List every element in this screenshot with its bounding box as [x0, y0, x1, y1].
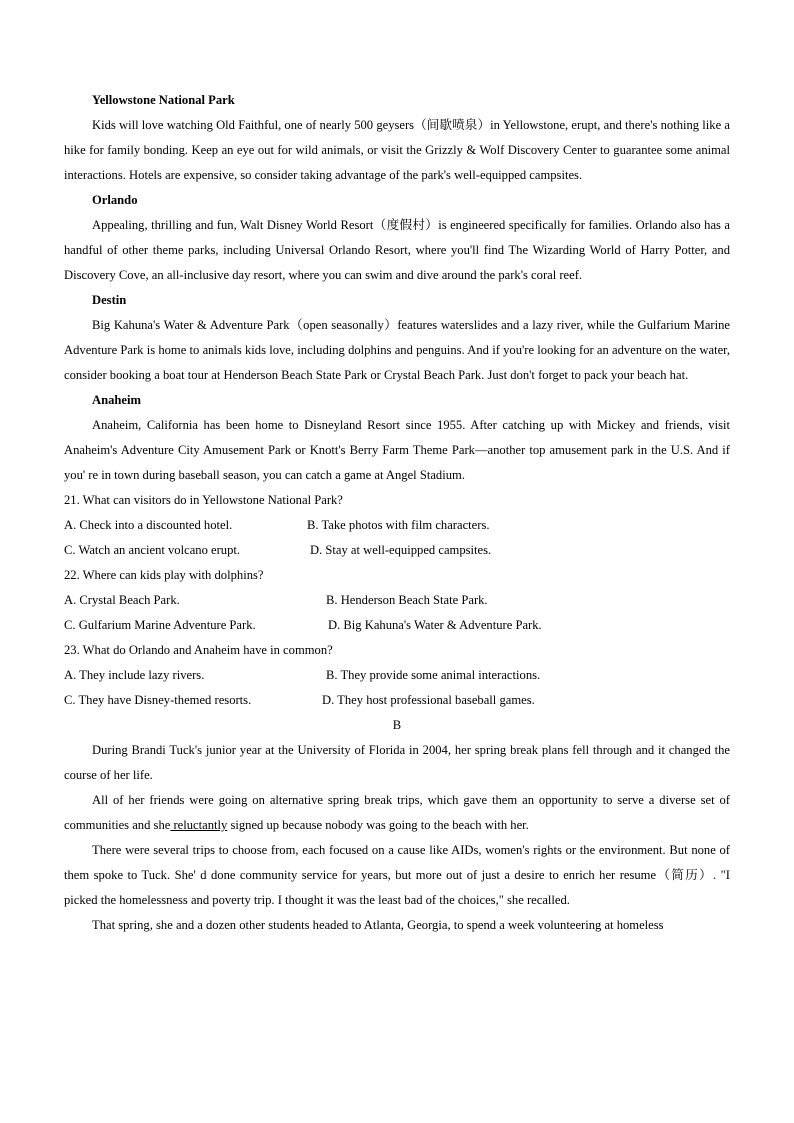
section-heading-destin: Destin	[92, 293, 127, 307]
paragraph-yellowstone: Kids will love watching Old Faithful, one of nearly 500 geysers（间歇喷泉）in Yellowstone, erupt, and there's nothing like a hike for family bonding. Keep an eye out for wild animals, or visit the Grizzly & Wolf Discovery Center to guarantee some animal interactions. Hotels are expensive, so consider taking advantage of the park's well-equipped campsites.	[64, 118, 730, 182]
question-21-option-d: D. Stay at well-equipped campsites.	[310, 543, 492, 557]
question-23-option-d: D. They host professional baseball games.	[322, 693, 535, 707]
question-21-option-a: A. Check into a discounted hotel.	[64, 518, 233, 532]
question-21-option-b: B. Take photos with film characters.	[307, 518, 490, 532]
paragraph-orlando: Appealing, thrilling and fun, Walt Disney World Resort（度假村）is engineered specifically for families. Orlando also has a handful of other theme parks, including Universal Orlando Resort, where you'll find The Wizarding World of Harry Potter, and Discovery Cove, an all-inclusive day resort, where you can swim and dive around the park's coral reef.	[64, 218, 730, 282]
paragraph-b-2-before: All of her friends were going on alternative spring break trips, which gave them an opportunity to serve a diverse set of communities and she	[64, 793, 730, 832]
question-22-option-d: D. Big Kahuna's Water & Adventure Park.	[328, 618, 542, 632]
section-b-label: B	[392, 718, 402, 732]
question-23-option-a: A. They include lazy rivers.	[64, 668, 205, 682]
section-heading-anaheim: Anaheim	[92, 393, 141, 407]
question-21-options-row-1	[64, 513, 730, 538]
question-22-option-b: B. Henderson Beach State Park.	[326, 593, 488, 607]
section-heading-yellowstone: Yellowstone National Park	[92, 93, 235, 107]
paragraph-b-1: During Brandi Tuck's junior year at the University of Florida in 2004, her spring break plans fell through and it changed the course of her life.	[64, 743, 730, 782]
paragraph-b-2-after: signed up because nobody was going to the beach with her.	[227, 818, 529, 832]
question-23-options-row-2	[64, 688, 730, 713]
question-23-options-row-1	[64, 663, 730, 688]
paragraph-b-2	[64, 788, 730, 838]
question-21-stem: 21. What can visitors do in Yellowstone National Park?	[64, 493, 343, 507]
question-22-option-a: A. Crystal Beach Park.	[64, 593, 180, 607]
paragraph-destin: Big Kahuna's Water & Adventure Park（open seasonally）features waterslides and a lazy river, while the Gulfarium Marine Adventure Park is home to animals kids love, including dolphins and penguins. And if you're looking for an adventure on the water, consider booking a boat tour at Henderson Beach State Park or Crystal Beach Park. Just don't forget to pack your beach hat.	[64, 318, 730, 382]
question-23-option-b: B. They provide some animal interactions.	[326, 668, 541, 682]
paragraph-b-4: That spring, she and a dozen other students headed to Atlanta, Georgia, to spend a week volunteering at homeless	[92, 918, 664, 932]
question-23-stem: 23. What do Orlando and Anaheim have in common?	[64, 643, 333, 657]
question-22-options-row-2	[64, 613, 730, 638]
paragraph-anaheim: Anaheim, California has been home to Disneyland Resort since 1955. After catching up with Mickey and friends, visit Anaheim's Adventure City Amusement Park or Knott's Berry Farm Theme Park—another top amusement park in the U.S. And if you' re in town during baseball season, you can catch a game at Angel Stadium.	[64, 418, 730, 482]
question-22-options-row-1	[64, 588, 730, 613]
question-21-options-row-2	[64, 538, 730, 563]
document-page	[64, 88, 730, 938]
underlined-word-reluctantly: reluctantly	[170, 818, 228, 832]
question-21-option-c: C. Watch an ancient volcano erupt.	[64, 543, 241, 557]
paragraph-b-3: There were several trips to choose from, each focused on a cause like AIDs, women's rights or the environment. But none of them spoke to Tuck. She' d done community service for years, but more out of just a desire to enrich her resume（简历）. "I picked the homelessness and poverty trip. I thought it was the least bad of the choices," she recalled.	[64, 843, 730, 907]
section-heading-orlando: Orlando	[92, 193, 138, 207]
question-22-option-c: C. Gulfarium Marine Adventure Park.	[64, 618, 256, 632]
question-23-option-c: C. They have Disney-themed resorts.	[64, 693, 252, 707]
question-22-stem: 22. Where can kids play with dolphins?	[64, 568, 264, 582]
